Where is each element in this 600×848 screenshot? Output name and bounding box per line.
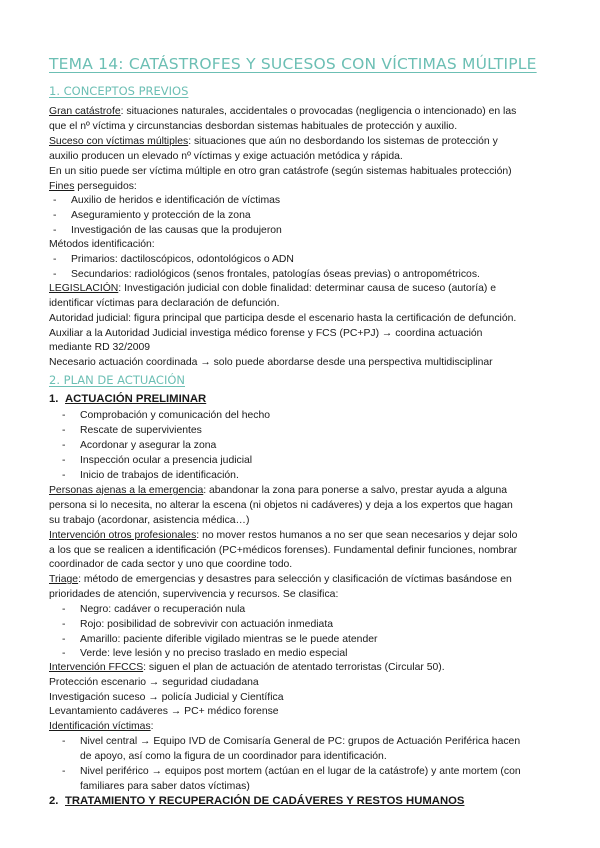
subheading-number: 1. bbox=[49, 393, 59, 405]
ffccs-term: Intervención FFCCS bbox=[49, 662, 144, 673]
list-item: - Auxilio de heridos e identificación de víctimas bbox=[53, 195, 281, 206]
ffccs-line bbox=[49, 661, 445, 674]
list-item-continuation: familiares para saber datos víctimas) bbox=[80, 781, 250, 792]
list-item-text: Inicio de trabajos de identificación. bbox=[80, 470, 239, 481]
legislacion-line-2: identificar víctimas para declaración de defunción. bbox=[49, 298, 280, 309]
list-item-text: Verde: leve lesión y no preciso traslado en medio especial bbox=[80, 648, 348, 659]
triage-line-1 bbox=[49, 573, 512, 586]
list-item: - Secundarios: radiológicos (senos frontales, patologías óseas previas) o antropométricos. bbox=[53, 269, 480, 280]
list-item: - Acordonar y asegurar la zona bbox=[62, 440, 217, 451]
metodos-line: Métodos identificación: bbox=[49, 239, 155, 250]
list-item-text: Acordonar y asegurar la zona bbox=[80, 440, 217, 451]
subheading-tratamiento bbox=[49, 795, 464, 807]
legislacion-line-1 bbox=[49, 282, 496, 295]
proteccion-line: Protección escenario → seguridad ciudadana bbox=[49, 677, 259, 688]
list-item-text: Inspección ocular a presencia judicial bbox=[80, 455, 253, 466]
section-heading-plan: 2. PLAN DE ACTUACIÓN bbox=[49, 373, 186, 387]
fines-rest: perseguidos: bbox=[74, 181, 137, 192]
auxiliar-line-1: Auxiliar a la Autoridad Judicial investiga médico forense y FCS (PC+PJ) → coordina actuación bbox=[49, 328, 483, 339]
personas-line-1 bbox=[49, 484, 507, 497]
fines-line bbox=[49, 180, 137, 193]
identificacion-rest: : bbox=[150, 721, 154, 732]
list-item: - Amarillo: paciente diferible vigilado mientras se le puede atender bbox=[62, 634, 378, 645]
personas-text: : abandonar la zona para ponerse a salvo, prestar ayuda a alguna bbox=[203, 485, 508, 496]
intervencion-line-1 bbox=[49, 529, 517, 542]
list-item: - Nivel periférico → equipos post mortem (actúan en el lugar de la catástrofe) y ante mortem (con bbox=[62, 766, 521, 777]
page-title: TEMA 14: CATÁSTROFES Y SUCESOS CON VÍCTIMAS MÚLTIPLE bbox=[49, 55, 537, 73]
intervencion-term: Intervención otros profesionales bbox=[49, 530, 197, 541]
triage-text: : método de emergencias y desastres para selección y clasificación de víctimas basándose en bbox=[78, 574, 512, 585]
list-item-text: Rescate de supervivientes bbox=[80, 425, 202, 436]
autoridad-line: Autoridad judicial: figura principal que participa desde el escenario hasta la certificación de defunción. bbox=[49, 313, 517, 324]
list-item: - Investigación de las causas que la produjeron bbox=[53, 225, 282, 236]
triage-line-2: prioridades de atención, supervivencia y recursos. Se clasifica: bbox=[49, 589, 339, 600]
list-item: - Inicio de trabajos de identificación. bbox=[62, 470, 239, 481]
sitio-line: En un sitio puede ser víctima múltiple en otro gran catástrofe (según sistemas habituales protección) bbox=[49, 166, 512, 177]
list-item-text: Rojo: posibilidad de sobrevivir con actuación inmediata bbox=[80, 619, 333, 630]
investigacion-line: Investigación suceso → policía Judicial y Científica bbox=[49, 692, 284, 703]
intervencion-text: : no mover restos humanos a no ser que sean necesarios y dejar solo bbox=[196, 530, 518, 541]
list-item: - Rescate de supervivientes bbox=[62, 425, 202, 436]
list-item-text: Comprobación y comunicación del hecho bbox=[80, 410, 271, 421]
triage-term: Triage bbox=[49, 574, 79, 585]
list-item-text: Aseguramiento y protección de la zona bbox=[71, 210, 251, 221]
list-item-text: Secundarios: radiológicos (senos frontales, patologías óseas previas) o antropométricos. bbox=[71, 269, 480, 280]
list-item-text: Negro: cadáver o recuperación nula bbox=[80, 604, 246, 615]
personas-line-3: su trabajo (acordonar, asistencia médica…) bbox=[49, 515, 250, 526]
subheading-text: TRATAMIENTO Y RECUPERACIÓN DE CADÁVERES Y RESTOS HUMANOS bbox=[65, 795, 465, 807]
suceso-line-2: auxilio producen un elevado nº víctimas y exige actuación metódica y rápida. bbox=[49, 151, 403, 162]
list-item: - Comprobación y comunicación del hecho bbox=[62, 410, 271, 421]
legislacion-term: LEGISLACIÓN bbox=[49, 283, 119, 294]
identificacion-line bbox=[49, 720, 154, 733]
subheading-actuacion-preliminar bbox=[49, 393, 206, 405]
gran-catastrofe-line-1 bbox=[49, 105, 516, 118]
intervencion-line-2: a los que se realicen a identificación (PC+médicos forenses). Fundamental definir funciones, nombrar bbox=[49, 545, 518, 556]
suceso-line-1 bbox=[49, 135, 498, 148]
gran-catastrofe-line-2: que el nº víctima y circunstancias desbordan sistemas habituales de protección y auxilio. bbox=[49, 121, 458, 132]
list-item: - Primarios: dactiloscópicos, odontológicos o ADN bbox=[53, 254, 294, 265]
suceso-term: Suceso con víctimas múltiples bbox=[49, 136, 189, 147]
list-item-continuation: de apoyo, así como la figura de un coordinador para identificación. bbox=[80, 751, 387, 762]
necesario-line: Necesario actuación coordinada → solo puede abordarse desde una perspectiva multidisciplinar bbox=[49, 357, 493, 368]
list-item: - Aseguramiento y protección de la zona bbox=[53, 210, 251, 221]
subheading-text: ACTUACIÓN PRELIMINAR bbox=[65, 393, 207, 405]
gran-catastrofe-term: Gran catástrofe bbox=[49, 106, 121, 117]
list-item: - Rojo: posibilidad de sobrevivir con actuación inmediata bbox=[62, 619, 333, 630]
intervencion-line-3: coordinador de cada sector y uno que coordine todo. bbox=[49, 559, 293, 570]
levantamiento-line: Levantamiento cadáveres → PC+ médico forense bbox=[49, 706, 279, 717]
list-item-text: Amarillo: paciente diferible vigilado mientras se le puede atender bbox=[80, 634, 378, 645]
identificacion-term: Identificación víctimas bbox=[49, 721, 151, 732]
ffccs-text: : siguen el plan de actuación de atentado terroristas (Circular 50). bbox=[143, 662, 445, 673]
list-item-text: Nivel periférico → equipos post mortem (actúan en el lugar de la catástrofe) y ante mortem (con bbox=[80, 766, 521, 777]
list-item: - Negro: cadáver o recuperación nula bbox=[62, 604, 246, 615]
subheading-number: 2. bbox=[49, 795, 59, 807]
section-heading-conceptos: 1. CONCEPTOS PREVIOS bbox=[49, 84, 189, 98]
auxiliar-line-2: mediante RD 32/2009 bbox=[49, 342, 151, 353]
list-item: - Nivel central → Equipo IVD de Comisaría General de PC: grupos de Actuación Periférica hacen bbox=[62, 736, 521, 747]
suceso-text: : situaciones que aún no desbordando los sistemas de protección y bbox=[188, 136, 498, 147]
personas-term: Personas ajenas a la emergencia bbox=[49, 485, 204, 496]
list-item-text: Nivel central → Equipo IVD de Comisaría General de PC: grupos de Actuación Periférica hacen bbox=[80, 736, 521, 747]
legislacion-text: : Investigación judicial con doble finalidad: determinar causa de suceso (autoría) e bbox=[118, 283, 497, 294]
list-item-text: Primarios: dactiloscópicos, odontológicos o ADN bbox=[71, 254, 294, 265]
list-item-text: Investigación de las causas que la produjeron bbox=[71, 225, 282, 236]
fines-term: Fines bbox=[49, 181, 75, 192]
list-item: - Verde: leve lesión y no preciso traslado en medio especial bbox=[62, 648, 348, 659]
personas-line-2: persona si lo necesita, no alterar la escena (ni objetos ni cadáveres) y deja a los expertos que hagan bbox=[49, 500, 513, 511]
list-item: - Inspección ocular a presencia judicial bbox=[62, 455, 253, 466]
list-item-text: Auxilio de heridos e identificación de víctimas bbox=[71, 195, 281, 206]
gran-catastrofe-text: : situaciones naturales, accidentales o provocadas (negligencia o intencionado) en las bbox=[120, 106, 517, 117]
